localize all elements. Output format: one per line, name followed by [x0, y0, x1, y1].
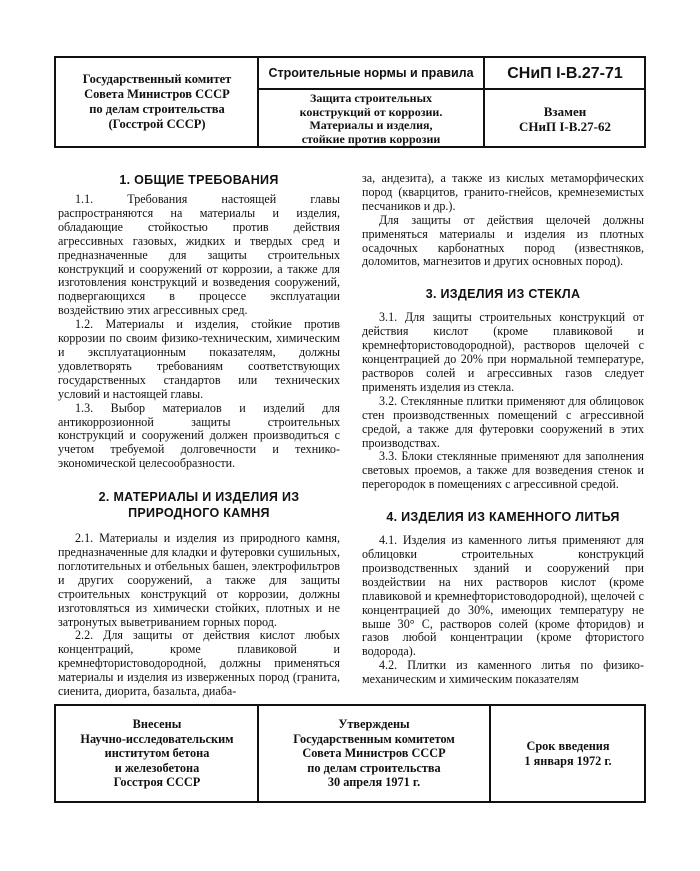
footer-effective-date: Срок введения 1 января 1972 г.	[524, 739, 612, 768]
section-4-title: 4. ИЗДЕЛИЯ ИЗ КАМЕННОГО ЛИТЬЯ	[386, 510, 620, 525]
header-replaces: Взамен СНиП I-В.27-62	[519, 104, 611, 134]
footer-introduced-by: Внесены Научно-исследовательским институтом бетона и железобетона Госстроя СССР	[80, 717, 234, 790]
header-committee: Государственный комитет Совета Министров СССР по делам строительства (Госстрой СССР)	[82, 72, 232, 131]
paragraph-3-2: 3.2. Стеклянные плитки применяют для облицовок стен производственных помещений с агрессивной средой, а также для футеровки сооружений в этих производствах.	[362, 393, 644, 450]
paragraph-1-1: 1.1. Требования настоящей главы распространяются на материалы и изделия, обладающие стойкостью против действия агрессивных газовых, жидких и твердых сред и предназначенные для защиты строительных конструкций и сооружений от коррозии, а также для изготовления конструкций и возведения сооружений, подвергающихся в процессе эксплуатации воздействию этих агрессивных сред.	[58, 192, 340, 318]
paragraph-2-3: Для защиты от действия щелочей должны применяться материалы и изделия из плотных осадочных карбонатных пород (известняков, доломитов, магнезитов и других основных пород).	[362, 212, 644, 269]
left-column	[58, 172, 340, 699]
right-column	[362, 172, 644, 687]
paragraph-4-2: 4.2. Плитки из каменного литья по физико-механическим и химическим показателям	[362, 658, 644, 687]
footer-divider-1	[257, 704, 259, 803]
paragraph-2-1: 2.1. Материалы и изделия из природного камня, предназначенные для кладки и футеровки сушильных, поглотительных и отбельных башен, электрофильтров и других сооружений, а также для защиты строительных конструкций от коррозии, должны изготовляться из химически стойких, плотных и не затронутых выветриванием горных пород.	[58, 531, 340, 629]
paragraph-3-3: 3.3. Блоки стеклянные применяют для заполнения световых проемов, а также для возведения стенок и перегородок в помещениях с агрессивной средой.	[362, 449, 644, 492]
paragraph-1-2: 1.2. Материалы и изделия, стойкие против коррозии по своим физико-техническим, химическим и эксплуатационным показателям, должны удовлетворять требованиям соответствующих государственных стандартов или технических условий и настоящей главы.	[58, 317, 340, 401]
paragraph-4-1: 4.1. Изделия из каменного литья применяют для облицовки строительных конструкций производственных зданий и сооружений при воздействии на них растворов кислот (кроме плавиковой и кремнефтористоводородной), щелочей с концентрацией до 30%, имеющих температуру не выше 30° С, растворов солей (кроме фторидов) и газов любой концентрации (кроме фтористого водорода).	[362, 533, 644, 659]
paragraph-1-3: 1.3. Выбор материалов и изделий для антикоррозионной защиты строительных конструкций и сооружений должен производиться с учетом требуемой долговечности и технико-экономической целесообразности.	[58, 400, 340, 471]
header-divider-2	[483, 56, 485, 148]
paragraph-3-1: 3.1. Для защиты строительных конструкций от действия кислот (кроме плавиковой и кремнефтористоводородной), растворов щелочей с концентрацией до 20% при нормальной температуре, растворов солей и агрессивных газов следует применять изделия из стекла.	[362, 310, 644, 394]
footer-divider-2	[489, 704, 491, 803]
header-doc-code: СНиП I-В.27-71	[507, 64, 623, 82]
paragraph-2-2: 2.2. Для защиты от действия кислот любых концентраций, кроме плавиковой и кремнефтористоводородной, должны применяться материалы и изделия из изверженных пород (гранита, сиенита, диорита, базальта, диаба-	[58, 628, 340, 699]
header-divider-1	[257, 56, 259, 148]
paragraph-2-2-continued: за, андезита), а также из кислых метаморфических пород (кварцитов, гранито-гнейсов, кремнеземистых песчаников и др.).	[362, 171, 644, 213]
section-1-title: 1. ОБЩИЕ ТРЕБОВАНИЯ	[119, 173, 279, 187]
section-3-title: 3. ИЗДЕЛИЯ ИЗ СТЕКЛА	[425, 287, 581, 302]
footer-approved-by: Утверждены Государственным комитетом Совета Министров СССР по делам строительства 30 апреля 1971 г.	[293, 717, 455, 790]
header-norms-title: Строительные нормы и правила	[268, 65, 474, 80]
header-subject: Защита строительных конструкций от коррозии. Материалы и изделия, стойкие против коррозии	[299, 91, 443, 146]
section-2-title: 2. МАТЕРИАЛЫ И ИЗДЕЛИЯ ИЗ ПРИРОДНОГО КАМНЯ	[98, 490, 300, 521]
